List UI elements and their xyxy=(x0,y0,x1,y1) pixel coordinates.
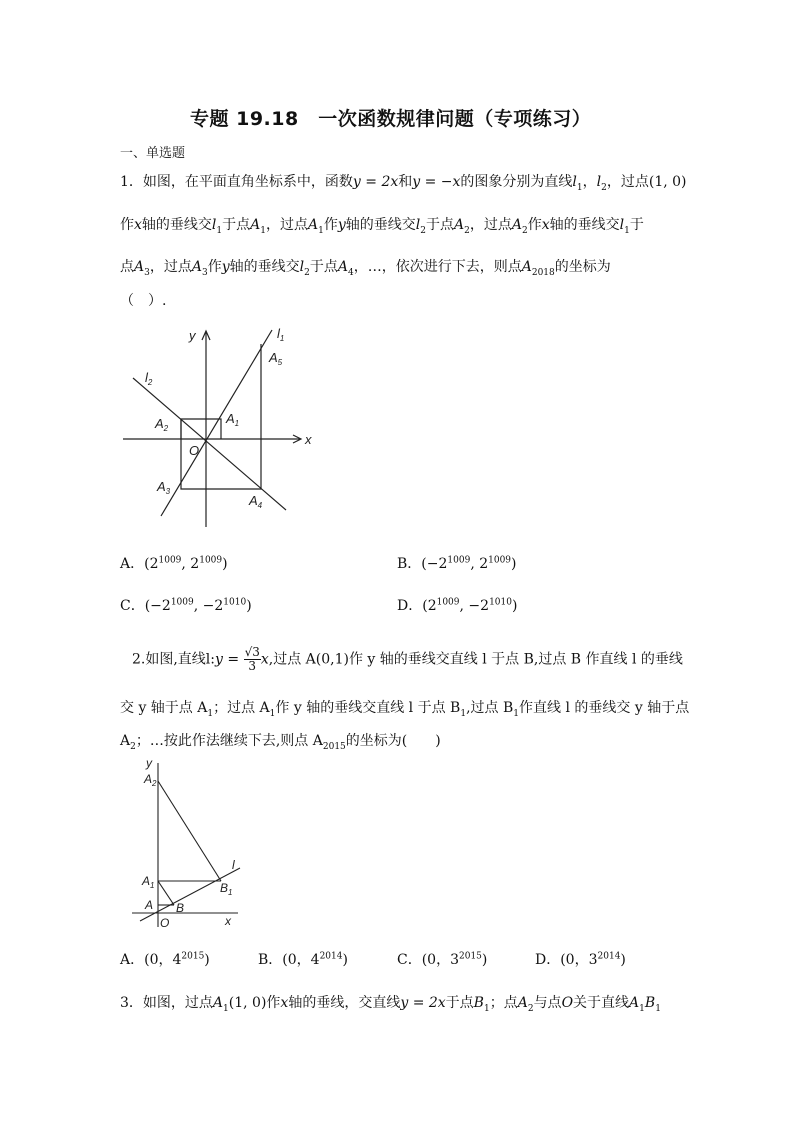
label-B1: $B_1$ xyxy=(220,881,233,897)
q1-option-a[interactable]: A．($2^{1009}$, $2^{1009}$) xyxy=(120,555,228,572)
label-A1: $A_1$ xyxy=(226,411,240,428)
line-l2 xyxy=(133,378,286,510)
q2-figure xyxy=(128,755,258,935)
q1-line-3: 点$A_3$，过点$A_3$作y轴的垂线交$l_2$于点$A_4$，…，依次进行下去，则点$A_{2018}$的坐标为 xyxy=(120,259,611,278)
label-A1: $A_1$ xyxy=(142,874,155,890)
q1-line-2: 作x轴的垂线交$l_1$于点$A_1$，过点$A_1$作y轴的垂线交$l_2$于点$A_2$，过点$A_2$作x轴的垂线交$l_1$于 xyxy=(120,217,644,236)
label-B: B xyxy=(176,901,185,915)
q3-line-1: 3．如图，过点$A_1(1$, 0)作x轴的垂线，交直线y = 2x于点$B_1$；点$A_2$与点O关于直线$A_1B_1$ xyxy=(120,995,661,1014)
label-A5: $A_5$ xyxy=(269,350,283,367)
q2-option-d[interactable]: D．(0，$3^{2014}$) xyxy=(535,951,626,968)
label-x: x xyxy=(225,914,231,928)
q2-option-b[interactable]: B．(0，$4^{2014}$) xyxy=(258,951,348,968)
label-y: y xyxy=(146,756,152,770)
label-O: O xyxy=(160,916,170,930)
label-A3: $A_3$ xyxy=(157,479,171,496)
label-O: O xyxy=(189,443,200,458)
q2-line-2: 交 y 轴于点 $A_1$；过点 $A_1$作 y 轴的垂线交直线 l 于点 $B_1$,过点 $B_1$作直线 l 的垂线交 y 轴于点 xyxy=(120,700,690,719)
q1-answer-paren: （ ）. xyxy=(120,293,167,309)
q2-line-3: $A_2$；…按此作法继续下去,则点 $A_{2015}$的坐标为( ) xyxy=(120,733,441,752)
q2-option-c[interactable]: C．(0，$3^{2015}$) xyxy=(397,951,488,968)
label-A2: $A_2$ xyxy=(144,772,157,788)
line-l1 xyxy=(161,330,272,516)
q2-line-1: 2.如图,直线l:y = $\frac{√3}{3}$ x,过点 A(0,1)作 y 轴的垂线交直线 l 于点 B,过点 B 作直线 l 的垂线 xyxy=(132,645,683,673)
q1-line-1: 1．如图，在平面直角坐标系中，函数y = 2x和y = −x的图象分别为直线$l_1$，$l_2$，过点(1, 0) xyxy=(120,174,687,193)
fraction-sqrt3-over-3: $\frac{√3}{3}$ xyxy=(244,645,260,673)
segment-B1A2 xyxy=(158,781,221,881)
label-x: x xyxy=(305,432,312,447)
label-l2: $l_2$ xyxy=(145,370,153,387)
label-A2: $A_2$ xyxy=(155,416,169,433)
label-l1: $l_1$ xyxy=(277,326,285,343)
page-title: 专题 19.18 一次函数规律问题（专项练习） xyxy=(190,108,592,130)
q2-option-a[interactable]: A．(0，$4^{2015}$) xyxy=(120,951,210,968)
q1-figure xyxy=(115,320,330,535)
label-A: A xyxy=(145,898,154,912)
label-y: y xyxy=(189,328,196,343)
label-A4: $A_4$ xyxy=(249,493,263,510)
section-heading: 一、单选题 xyxy=(120,146,186,161)
q1-option-d[interactable]: D．($2^{1009}$, $-2^{1010}$) xyxy=(397,597,518,614)
segment-BA1 xyxy=(158,881,174,905)
q1-option-c[interactable]: C．($-2^{1009}$, $-2^{1010}$) xyxy=(120,597,252,614)
label-l: l xyxy=(232,858,235,872)
q1-option-b[interactable]: B．($-2^{1009}$, $2^{1009}$) xyxy=(397,555,517,572)
